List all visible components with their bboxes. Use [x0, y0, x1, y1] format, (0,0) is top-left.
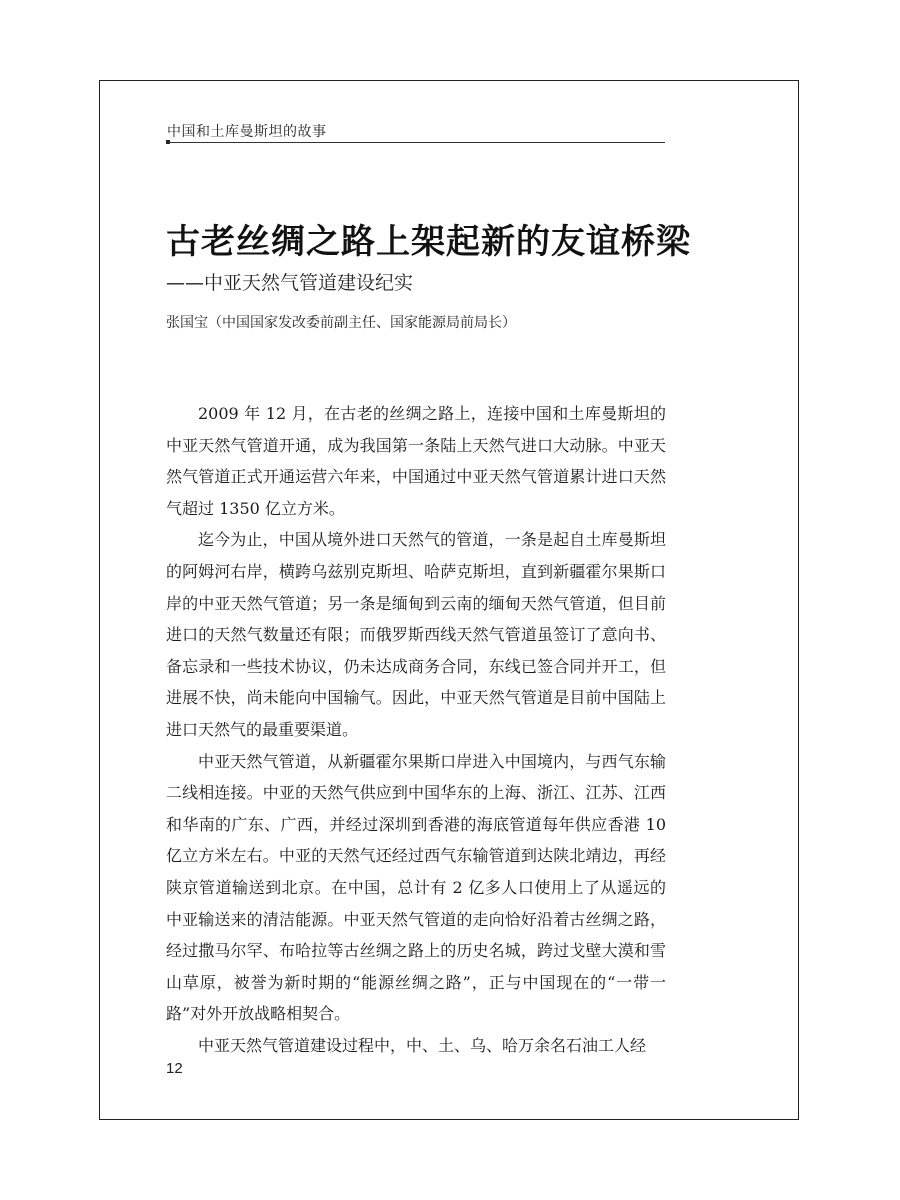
article-author: 张国宝（中国国家发改委前副主任、国家能源局前局长） — [166, 315, 516, 331]
header-rule — [167, 142, 665, 143]
body-paragraph: 中亚天然气管道，从新疆霍尔果斯口岸进入中国境内，与西气东输二线相连接。中亚的天然气供应到中国华东的上海、浙江、江苏、江西和华南的广东、广西，并经过深圳到香港的海底管道每年供应香港 10 亿立方米左右。中亚的天然气还经过西气东输管道到达陕北靖边，再经陕京管道输送到北京。在中国，总计有 2 亿多人口使用上了从遥远的中亚输送来的清洁能源。中亚天然气管道的走向恰好沿着古丝绸之路，经过撒马尔罕、布哈拉等古丝绸之路上的历史名城，跨过戈壁大漠和雪山草原，被誉为新时期的“能源丝绸之路”，正与中国现在的“一带一路”对外开放战略相契合。 — [166, 751, 666, 1024]
body-paragraph: 中亚天然气管道建设过程中，中、土、乌、哈万余名石油工人经 — [198, 1035, 647, 1055]
page-number: 12 — [166, 1060, 183, 1077]
running-header: 中国和土库曼斯坦的故事 — [167, 124, 327, 140]
article-body — [166, 398, 666, 1061]
article-title: 古老丝绸之路上架起新的友谊桥梁 — [166, 222, 691, 262]
body-paragraph: 迄今为止，中国从境外进口天然气的管道，一条是起自土库曼斯坦的阿姆河右岸，横跨乌兹别克斯坦、哈萨克斯坦，直到新疆霍尔果斯口岸的中亚天然气管道；另一条是缅甸到云南的缅甸天然气管道，但目前进口的天然气数量还有限；而俄罗斯西线天然气管道虽签订了意向书、备忘录和一些技术协议，仍未达成商务合同，东线已签合同并开工，但进展不快，尚未能向中国输气。因此，中亚天然气管道是目前中国陆上进口天然气的最重要渠道。 — [166, 530, 666, 739]
body-paragraph: 2009 年 12 月，在古老的丝绸之路上，连接中国和土库曼斯坦的中亚天然气管道开通，成为我国第一条陆上天然气进口大动脉。中亚天然气管道正式开通运营六年来，中国通过中亚天然气管道累计进口天然气超过 1350 亿立方米。 — [166, 404, 666, 518]
article-subtitle: ——中亚天然气管道建设纪实 — [166, 272, 414, 294]
